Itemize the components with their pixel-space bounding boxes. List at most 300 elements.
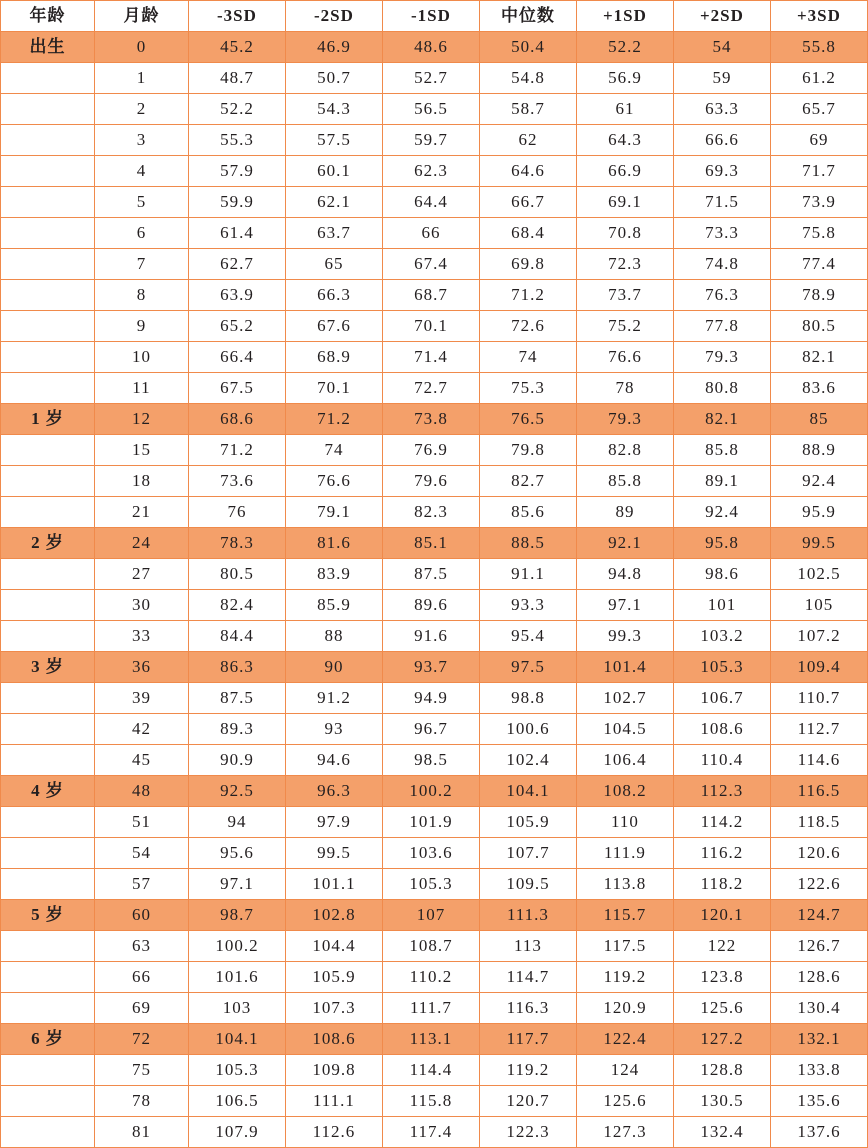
table-row [1,900,868,931]
cell-month-age: 6 [94,218,188,249]
cell-month-age: 81 [94,1117,188,1148]
cell-age [1,590,95,621]
cell-age [1,962,95,993]
cell-minus3sd: 48.7 [188,63,285,94]
cell-age [1,373,95,404]
cell-plus2sd: 132.4 [673,1117,770,1148]
column-header-plus2sd: +2SD [673,1,770,32]
cell-age [1,311,95,342]
cell-minus2sd: 94.6 [285,745,382,776]
cell-median: 98.8 [479,683,576,714]
cell-median: 75.3 [479,373,576,404]
cell-plus3sd: 102.5 [770,559,867,590]
cell-median: 58.7 [479,94,576,125]
cell-age [1,807,95,838]
cell-minus2sd: 54.3 [285,94,382,125]
table-row [1,218,868,249]
cell-median: 66.7 [479,187,576,218]
cell-age [1,94,95,125]
cell-plus3sd: 126.7 [770,931,867,962]
cell-month-age: 18 [94,466,188,497]
cell-month-age: 27 [94,559,188,590]
cell-plus3sd: 80.5 [770,311,867,342]
cell-median: 74 [479,342,576,373]
cell-plus3sd: 135.6 [770,1086,867,1117]
cell-age [1,1086,95,1117]
cell-age [1,187,95,218]
cell-minus3sd: 97.1 [188,869,285,900]
cell-month-age: 57 [94,869,188,900]
cell-minus3sd: 73.6 [188,466,285,497]
cell-plus3sd: 71.7 [770,156,867,187]
table-row [1,342,868,373]
cell-plus2sd: 108.6 [673,714,770,745]
cell-month-age: 48 [94,776,188,807]
cell-minus1sd: 64.4 [382,187,479,218]
cell-minus2sd: 60.1 [285,156,382,187]
cell-median: 119.2 [479,1055,576,1086]
cell-minus1sd: 70.1 [382,311,479,342]
cell-minus3sd: 45.2 [188,32,285,63]
cell-minus3sd: 67.5 [188,373,285,404]
cell-plus2sd: 106.7 [673,683,770,714]
table-row [1,404,868,435]
column-header-plus1sd: +1SD [576,1,673,32]
cell-minus2sd: 83.9 [285,559,382,590]
column-header-month-age: 月龄 [94,1,188,32]
cell-age: 2 岁 [1,528,95,559]
cell-median: 88.5 [479,528,576,559]
cell-minus2sd: 93 [285,714,382,745]
cell-minus2sd: 111.1 [285,1086,382,1117]
cell-age [1,1117,95,1148]
column-header-minus1sd: -1SD [382,1,479,32]
cell-median: 68.4 [479,218,576,249]
table-row [1,1024,868,1055]
cell-plus3sd: 83.6 [770,373,867,404]
cell-age: 5 岁 [1,900,95,931]
cell-plus2sd: 103.2 [673,621,770,652]
cell-minus1sd: 68.7 [382,280,479,311]
table-row [1,621,868,652]
cell-minus1sd: 79.6 [382,466,479,497]
cell-minus1sd: 91.6 [382,621,479,652]
cell-minus3sd: 103 [188,993,285,1024]
cell-plus3sd: 85 [770,404,867,435]
cell-plus2sd: 89.1 [673,466,770,497]
cell-month-age: 42 [94,714,188,745]
table-row [1,373,868,404]
cell-plus2sd: 125.6 [673,993,770,1024]
cell-minus1sd: 94.9 [382,683,479,714]
cell-plus1sd: 69.1 [576,187,673,218]
cell-minus3sd: 86.3 [188,652,285,683]
cell-plus1sd: 99.3 [576,621,673,652]
cell-minus3sd: 57.9 [188,156,285,187]
cell-month-age: 0 [94,32,188,63]
cell-minus2sd: 109.8 [285,1055,382,1086]
cell-plus3sd: 120.6 [770,838,867,869]
cell-plus3sd: 95.9 [770,497,867,528]
cell-minus2sd: 65 [285,249,382,280]
cell-month-age: 8 [94,280,188,311]
cell-plus3sd: 133.8 [770,1055,867,1086]
table-row [1,435,868,466]
cell-age [1,931,95,962]
cell-minus3sd: 95.6 [188,838,285,869]
cell-plus2sd: 95.8 [673,528,770,559]
table-row [1,249,868,280]
cell-minus1sd: 82.3 [382,497,479,528]
cell-plus3sd: 110.7 [770,683,867,714]
cell-plus2sd: 118.2 [673,869,770,900]
cell-age [1,838,95,869]
cell-median: 50.4 [479,32,576,63]
cell-median: 85.6 [479,497,576,528]
cell-month-age: 51 [94,807,188,838]
cell-minus3sd: 98.7 [188,900,285,931]
cell-median: 104.1 [479,776,576,807]
cell-plus2sd: 110.4 [673,745,770,776]
cell-minus2sd: 70.1 [285,373,382,404]
cell-minus2sd: 85.9 [285,590,382,621]
cell-month-age: 1 [94,63,188,94]
cell-plus3sd: 78.9 [770,280,867,311]
cell-plus2sd: 85.8 [673,435,770,466]
table-row [1,993,868,1024]
cell-age [1,993,95,1024]
cell-minus1sd: 101.9 [382,807,479,838]
cell-plus2sd: 63.3 [673,94,770,125]
cell-age [1,869,95,900]
cell-minus1sd: 105.3 [382,869,479,900]
cell-minus3sd: 104.1 [188,1024,285,1055]
cell-plus3sd: 109.4 [770,652,867,683]
cell-age [1,497,95,528]
cell-minus3sd: 55.3 [188,125,285,156]
cell-plus3sd: 77.4 [770,249,867,280]
cell-plus2sd: 112.3 [673,776,770,807]
cell-minus2sd: 62.1 [285,187,382,218]
cell-median: 117.7 [479,1024,576,1055]
cell-age [1,466,95,497]
cell-plus1sd: 56.9 [576,63,673,94]
cell-minus2sd: 107.3 [285,993,382,1024]
cell-minus3sd: 63.9 [188,280,285,311]
cell-month-age: 75 [94,1055,188,1086]
cell-plus1sd: 113.8 [576,869,673,900]
cell-median: 122.3 [479,1117,576,1148]
cell-age [1,714,95,745]
cell-minus1sd: 100.2 [382,776,479,807]
cell-median: 62 [479,125,576,156]
cell-plus3sd: 61.2 [770,63,867,94]
table-row [1,683,868,714]
cell-minus1sd: 73.8 [382,404,479,435]
cell-plus1sd: 76.6 [576,342,673,373]
cell-month-age: 24 [94,528,188,559]
cell-plus1sd: 117.5 [576,931,673,962]
cell-age [1,249,95,280]
table-row [1,311,868,342]
cell-minus3sd: 82.4 [188,590,285,621]
cell-age [1,435,95,466]
cell-minus1sd: 87.5 [382,559,479,590]
cell-plus1sd: 52.2 [576,32,673,63]
cell-plus1sd: 70.8 [576,218,673,249]
cell-median: 93.3 [479,590,576,621]
cell-plus2sd: 127.2 [673,1024,770,1055]
cell-minus1sd: 93.7 [382,652,479,683]
cell-minus1sd: 107 [382,900,479,931]
cell-month-age: 5 [94,187,188,218]
column-header-plus3sd: +3SD [770,1,867,32]
cell-minus3sd: 107.9 [188,1117,285,1148]
cell-median: 76.5 [479,404,576,435]
cell-minus1sd: 110.2 [382,962,479,993]
cell-plus3sd: 69 [770,125,867,156]
cell-median: 109.5 [479,869,576,900]
column-header-median: 中位数 [479,1,576,32]
cell-plus2sd: 71.5 [673,187,770,218]
cell-median: 97.5 [479,652,576,683]
cell-age [1,745,95,776]
header-row [1,1,868,32]
table-row [1,838,868,869]
cell-plus3sd: 65.7 [770,94,867,125]
cell-month-age: 15 [94,435,188,466]
cell-median: 71.2 [479,280,576,311]
cell-minus2sd: 68.9 [285,342,382,373]
table-row [1,497,868,528]
cell-minus1sd: 76.9 [382,435,479,466]
cell-minus3sd: 89.3 [188,714,285,745]
cell-minus2sd: 90 [285,652,382,683]
cell-minus3sd: 62.7 [188,249,285,280]
cell-plus3sd: 55.8 [770,32,867,63]
cell-minus2sd: 104.4 [285,931,382,962]
cell-month-age: 33 [94,621,188,652]
column-header-minus3sd: -3SD [188,1,285,32]
cell-minus3sd: 106.5 [188,1086,285,1117]
cell-median: 105.9 [479,807,576,838]
cell-plus1sd: 127.3 [576,1117,673,1148]
cell-month-age: 11 [94,373,188,404]
cell-plus2sd: 54 [673,32,770,63]
cell-minus2sd: 102.8 [285,900,382,931]
cell-plus2sd: 76.3 [673,280,770,311]
cell-minus3sd: 66.4 [188,342,285,373]
table-row [1,187,868,218]
cell-minus2sd: 101.1 [285,869,382,900]
cell-minus2sd: 63.7 [285,218,382,249]
column-header-age: 年龄 [1,1,95,32]
cell-minus2sd: 88 [285,621,382,652]
cell-plus2sd: 92.4 [673,497,770,528]
cell-age [1,621,95,652]
cell-plus3sd: 82.1 [770,342,867,373]
cell-median: 54.8 [479,63,576,94]
cell-median: 111.3 [479,900,576,931]
cell-plus2sd: 105.3 [673,652,770,683]
cell-plus1sd: 66.9 [576,156,673,187]
cell-month-age: 4 [94,156,188,187]
cell-plus2sd: 116.2 [673,838,770,869]
table-row [1,528,868,559]
cell-minus1sd: 113.1 [382,1024,479,1055]
cell-median: 116.3 [479,993,576,1024]
cell-age: 6 岁 [1,1024,95,1055]
cell-plus3sd: 137.6 [770,1117,867,1148]
cell-plus3sd: 105 [770,590,867,621]
cell-median: 91.1 [479,559,576,590]
cell-month-age: 39 [94,683,188,714]
cell-plus2sd: 122 [673,931,770,962]
cell-minus3sd: 100.2 [188,931,285,962]
table-row [1,590,868,621]
cell-plus2sd: 98.6 [673,559,770,590]
cell-plus1sd: 110 [576,807,673,838]
cell-month-age: 60 [94,900,188,931]
cell-month-age: 54 [94,838,188,869]
cell-minus3sd: 90.9 [188,745,285,776]
cell-minus2sd: 81.6 [285,528,382,559]
cell-plus3sd: 99.5 [770,528,867,559]
cell-month-age: 78 [94,1086,188,1117]
cell-month-age: 45 [94,745,188,776]
cell-month-age: 66 [94,962,188,993]
cell-minus3sd: 101.6 [188,962,285,993]
cell-minus2sd: 79.1 [285,497,382,528]
cell-month-age: 69 [94,993,188,1024]
cell-minus3sd: 52.2 [188,94,285,125]
cell-median: 72.6 [479,311,576,342]
cell-plus1sd: 101.4 [576,652,673,683]
cell-plus1sd: 119.2 [576,962,673,993]
cell-plus2sd: 74.8 [673,249,770,280]
table-row [1,869,868,900]
cell-plus2sd: 79.3 [673,342,770,373]
cell-minus1sd: 71.4 [382,342,479,373]
cell-month-age: 12 [94,404,188,435]
cell-plus2sd: 59 [673,63,770,94]
cell-plus3sd: 116.5 [770,776,867,807]
cell-plus2sd: 101 [673,590,770,621]
cell-minus3sd: 76 [188,497,285,528]
cell-month-age: 30 [94,590,188,621]
cell-minus2sd: 46.9 [285,32,382,63]
cell-median: 82.7 [479,466,576,497]
cell-age [1,559,95,590]
table-row [1,776,868,807]
cell-month-age: 3 [94,125,188,156]
column-header-minus2sd: -2SD [285,1,382,32]
cell-plus2sd: 128.8 [673,1055,770,1086]
cell-minus1sd: 96.7 [382,714,479,745]
cell-median: 102.4 [479,745,576,776]
cell-month-age: 7 [94,249,188,280]
cell-plus1sd: 122.4 [576,1024,673,1055]
cell-plus2sd: 66.6 [673,125,770,156]
cell-month-age: 10 [94,342,188,373]
cell-minus3sd: 80.5 [188,559,285,590]
cell-median: 120.7 [479,1086,576,1117]
cell-plus1sd: 79.3 [576,404,673,435]
cell-plus3sd: 132.1 [770,1024,867,1055]
cell-age [1,156,95,187]
cell-minus3sd: 65.2 [188,311,285,342]
cell-plus1sd: 120.9 [576,993,673,1024]
cell-minus2sd: 74 [285,435,382,466]
table-row [1,466,868,497]
cell-month-age: 36 [94,652,188,683]
cell-minus1sd: 48.6 [382,32,479,63]
table-row [1,559,868,590]
cell-plus1sd: 102.7 [576,683,673,714]
cell-minus2sd: 91.2 [285,683,382,714]
cell-age [1,63,95,94]
cell-plus3sd: 130.4 [770,993,867,1024]
cell-plus1sd: 82.8 [576,435,673,466]
cell-month-age: 63 [94,931,188,962]
cell-minus3sd: 59.9 [188,187,285,218]
cell-minus1sd: 111.7 [382,993,479,1024]
cell-minus1sd: 85.1 [382,528,479,559]
cell-plus1sd: 92.1 [576,528,673,559]
cell-minus2sd: 71.2 [285,404,382,435]
cell-plus2sd: 69.3 [673,156,770,187]
cell-plus1sd: 111.9 [576,838,673,869]
table-row [1,280,868,311]
cell-minus1sd: 62.3 [382,156,479,187]
cell-plus3sd: 112.7 [770,714,867,745]
table-row [1,714,868,745]
cell-minus2sd: 50.7 [285,63,382,94]
cell-median: 113 [479,931,576,962]
cell-median: 64.6 [479,156,576,187]
cell-age: 1 岁 [1,404,95,435]
cell-plus2sd: 80.8 [673,373,770,404]
cell-plus3sd: 122.6 [770,869,867,900]
cell-plus3sd: 124.7 [770,900,867,931]
cell-plus2sd: 120.1 [673,900,770,931]
cell-minus2sd: 57.5 [285,125,382,156]
table-row [1,962,868,993]
cell-age: 出生 [1,32,95,63]
cell-plus1sd: 85.8 [576,466,673,497]
cell-plus3sd: 107.2 [770,621,867,652]
cell-age [1,342,95,373]
cell-plus1sd: 124 [576,1055,673,1086]
cell-plus1sd: 125.6 [576,1086,673,1117]
cell-minus3sd: 78.3 [188,528,285,559]
cell-age [1,280,95,311]
cell-minus3sd: 71.2 [188,435,285,466]
cell-minus3sd: 68.6 [188,404,285,435]
cell-minus1sd: 103.6 [382,838,479,869]
cell-median: 100.6 [479,714,576,745]
cell-plus3sd: 92.4 [770,466,867,497]
table-row [1,807,868,838]
cell-minus1sd: 117.4 [382,1117,479,1148]
cell-median: 114.7 [479,962,576,993]
table-row [1,1055,868,1086]
cell-minus2sd: 76.6 [285,466,382,497]
table-row [1,1117,868,1148]
cell-plus1sd: 89 [576,497,673,528]
cell-plus2sd: 130.5 [673,1086,770,1117]
cell-plus1sd: 75.2 [576,311,673,342]
